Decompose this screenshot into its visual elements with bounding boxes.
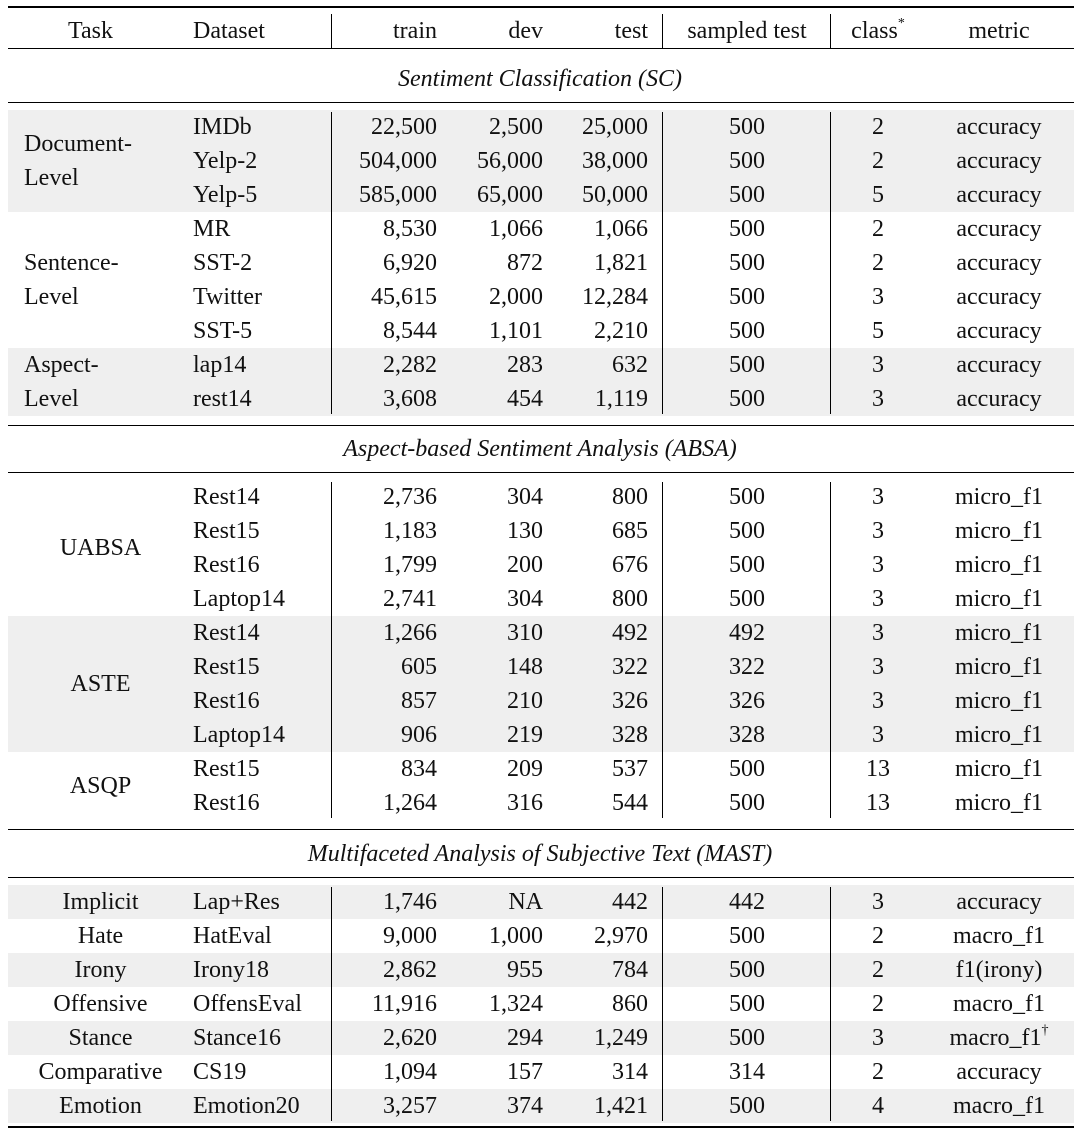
dev-cell: 65,000 [477,182,543,208]
header-metric: metric [968,18,1030,44]
test-cell: 50,000 [582,182,648,208]
class-cell: 5 [872,182,884,208]
metric-cell: micro_f1 [955,756,1043,782]
train-cell: 585,000 [359,182,437,208]
sampled-test-cell: 328 [729,722,765,748]
sampled-test-cell: 500 [729,484,765,510]
dataset-cell: Laptop14 [193,722,285,748]
sampled-test-cell: 500 [729,957,765,983]
dev-cell: 310 [507,620,543,646]
dataset-cell: SST-5 [193,318,253,344]
header-column-divider [830,14,831,48]
metric-cell: macro_f1 [953,923,1045,949]
sampled-test-cell: 500 [729,756,765,782]
task-label: Comparative [38,1059,163,1085]
train-cell: 11,916 [371,991,437,1017]
task-label: Document- Level [24,131,132,191]
table-row [0,212,1080,246]
table-row [0,650,1080,684]
table-row [0,616,1080,650]
test-cell: 1,421 [594,1093,648,1119]
class-cell: 3 [872,386,884,412]
test-cell: 800 [612,586,648,612]
class-cell: 13 [866,790,890,816]
table-row [0,280,1080,314]
task-label: Sentence- Level [24,250,119,310]
metric-cell: accuracy [956,284,1042,310]
column-divider [331,887,332,1121]
dev-cell: 1,066 [489,216,543,242]
section-title: Aspect-based Sentiment Analysis (ABSA) [343,436,737,462]
metric-footnote-mark: † [1041,1023,1049,1038]
dev-cell: 1,324 [489,991,543,1017]
class-cell: 2 [872,923,884,949]
column-divider [331,482,332,818]
train-cell: 1,746 [383,889,437,915]
sampled-test-cell: 500 [729,352,765,378]
sampled-test-cell: 500 [729,790,765,816]
header-sampled-test: sampled test [687,18,807,44]
dev-cell: 219 [507,722,543,748]
task-label: Implicit [62,889,139,915]
class-cell: 3 [872,552,884,578]
column-divider [662,482,663,818]
test-cell: 1,066 [594,216,648,242]
dataset-cell: Rest15 [193,518,260,544]
table-row [0,514,1080,548]
sampled-test-cell: 500 [729,1025,765,1051]
dataset-cell: MR [193,216,231,242]
train-cell: 834 [401,756,437,782]
table-row [0,548,1080,582]
dataset-cell: rest14 [193,386,252,412]
test-cell: 322 [612,654,648,680]
train-cell: 2,620 [383,1025,437,1051]
dataset-cell: Twitter [193,284,262,310]
sampled-test-cell: 322 [729,654,765,680]
sampled-test-cell: 500 [729,216,765,242]
test-cell: 537 [612,756,648,782]
section-title: Multifaceted Analysis of Subjective Text (MAST) [307,841,773,867]
dev-cell: 2,000 [489,284,543,310]
test-cell: 326 [612,688,648,714]
metric-cell: f1(irony) [955,957,1043,983]
test-cell: 632 [612,352,648,378]
class-cell: 3 [872,722,884,748]
class-cell: 2 [872,216,884,242]
dataset-cell: Lap+Res [193,889,280,915]
sampled-test-cell: 500 [729,586,765,612]
metric-cell: micro_f1 [955,552,1043,578]
sampled-test-cell: 500 [729,148,765,174]
dataset-cell: HatEval [193,923,272,949]
header-test: test [614,18,648,44]
train-cell: 2,741 [383,586,437,612]
table-row [0,987,1080,1021]
class-cell: 3 [872,284,884,310]
dataset-cell: Laptop14 [193,586,285,612]
dev-cell: 200 [507,552,543,578]
dataset-cell: Rest14 [193,484,260,510]
class-cell: 3 [872,352,884,378]
class-cell: 2 [872,957,884,983]
metric-cell: accuracy [956,114,1042,140]
sampled-test-cell: 500 [729,114,765,140]
dataset-cell: CS19 [193,1059,247,1085]
class-cell: 2 [872,1059,884,1085]
test-cell: 800 [612,484,648,510]
dev-cell: 148 [507,654,543,680]
dev-cell: 294 [507,1025,543,1051]
dev-cell: 1,000 [489,923,543,949]
table-row [0,718,1080,752]
table-row [0,480,1080,514]
metric-cell: macro_f1 [953,991,1045,1017]
metric-cell: accuracy [956,182,1042,208]
dataset-cell: OffensEval [193,991,302,1017]
section-rule [8,48,1074,49]
metric-cell: micro_f1 [955,518,1043,544]
test-cell: 442 [612,889,648,915]
train-cell: 857 [401,688,437,714]
section-rule [8,425,1074,426]
dataset-cell: Rest16 [193,552,260,578]
table-row [0,314,1080,348]
train-cell: 6,920 [383,250,437,276]
table-row [0,919,1080,953]
sampled-test-cell: 500 [729,284,765,310]
dev-cell: 304 [507,586,543,612]
metric-cell: accuracy [956,889,1042,915]
sampled-test-cell: 500 [729,991,765,1017]
task-label: UABSA [59,535,142,561]
column-divider [662,887,663,1121]
sampled-test-cell: 492 [729,620,765,646]
dataset-cell: Rest14 [193,620,260,646]
train-cell: 22,500 [371,114,437,140]
dev-cell: 283 [507,352,543,378]
train-cell: 2,282 [383,352,437,378]
class-cell: 3 [872,889,884,915]
test-cell: 784 [612,957,648,983]
sampled-test-cell: 500 [729,518,765,544]
train-cell: 906 [401,722,437,748]
column-divider [830,887,831,1121]
table-row [0,110,1080,144]
sampled-test-cell: 500 [729,250,765,276]
dev-cell: 316 [507,790,543,816]
sampled-test-cell: 500 [729,923,765,949]
metric-cell: micro_f1 [955,586,1043,612]
dev-cell: 130 [507,518,543,544]
dataset-cell: Rest15 [193,756,260,782]
header-column-divider [331,14,332,48]
header-class: class* [851,16,905,44]
dev-cell: NA [508,889,543,915]
class-cell: 2 [872,250,884,276]
task-label: Irony [74,957,127,983]
class-footnote-mark: * [897,16,905,31]
class-cell: 3 [872,620,884,646]
test-cell: 25,000 [582,114,648,140]
sampled-test-cell: 442 [729,889,765,915]
sampled-test-cell: 314 [729,1059,765,1085]
dataset-cell: SST-2 [193,250,253,276]
sampled-test-cell: 500 [729,182,765,208]
metric-cell: micro_f1 [955,654,1043,680]
dataset-cell: IMDb [193,114,252,140]
dev-cell: 1,101 [489,318,543,344]
test-cell: 38,000 [582,148,648,174]
column-divider [830,112,831,414]
test-cell: 2,210 [594,318,648,344]
test-cell: 685 [612,518,648,544]
dataset-cell: Rest15 [193,654,260,680]
test-cell: 328 [612,722,648,748]
section-title-rule [8,877,1074,878]
test-cell: 492 [612,620,648,646]
class-cell: 4 [872,1093,884,1119]
metric-cell: micro_f1 [955,790,1043,816]
class-cell: 5 [872,318,884,344]
table-row [0,786,1080,820]
class-cell: 2 [872,991,884,1017]
task-label: ASQP [69,773,132,799]
dataset-cell: lap14 [193,352,247,378]
metric-cell [928,1021,1070,1055]
metric-cell: micro_f1 [955,620,1043,646]
column-divider [331,112,332,414]
task-label: ASTE [70,671,131,697]
dev-cell: 209 [507,756,543,782]
test-cell: 12,284 [582,284,648,310]
test-cell: 860 [612,991,648,1017]
test-cell: 1,249 [594,1025,648,1051]
class-cell: 3 [872,688,884,714]
dataset-cell: Yelp-2 [193,148,258,174]
table-row [0,178,1080,212]
table-row [0,144,1080,178]
test-cell: 1,119 [594,386,648,412]
sampled-test-cell: 326 [729,688,765,714]
class-cell: 2 [872,114,884,140]
section-title-rule [8,472,1074,473]
sampled-test-cell: 500 [729,386,765,412]
task-label: Aspect- Level [24,352,99,412]
dataset-cell: Stance16 [193,1025,281,1051]
sampled-test-cell: 500 [729,1093,765,1119]
table-row [0,953,1080,987]
train-cell: 2,736 [383,484,437,510]
train-cell: 1,183 [383,518,437,544]
section-title: Sentiment Classification (SC) [398,66,682,92]
train-cell: 1,264 [383,790,437,816]
header-dev: dev [508,18,543,44]
metric-cell: accuracy [956,386,1042,412]
train-cell: 1,799 [383,552,437,578]
table-row [0,582,1080,616]
sampled-test-cell: 500 [729,552,765,578]
header-column-divider [662,14,663,48]
header-row [0,14,1080,48]
metric-cell: accuracy [956,148,1042,174]
train-cell: 1,094 [383,1059,437,1085]
class-cell: 3 [872,654,884,680]
train-cell: 3,257 [383,1093,437,1119]
table-row [0,382,1080,416]
train-cell: 8,544 [383,318,437,344]
metric-cell: micro_f1 [955,722,1043,748]
metric-cell: accuracy [956,352,1042,378]
table-row [0,885,1080,919]
class-cell: 3 [872,586,884,612]
dev-cell: 304 [507,484,543,510]
task-label: Hate [77,923,124,949]
dev-cell: 872 [507,250,543,276]
dataset-cell: Irony18 [193,957,269,983]
class-cell: 3 [872,1025,884,1051]
metric-cell: accuracy [956,1059,1042,1085]
dataset-cell: Emotion20 [193,1093,300,1119]
train-cell: 3,608 [383,386,437,412]
metric-cell: accuracy [956,216,1042,242]
dataset-cell: Yelp-5 [193,182,258,208]
table-row [0,684,1080,718]
task-label: Offensive [53,991,148,1017]
test-cell: 2,970 [594,923,648,949]
class-cell: 3 [872,518,884,544]
train-cell: 45,615 [371,284,437,310]
train-cell: 605 [401,654,437,680]
metric-cell: accuracy [956,250,1042,276]
dev-cell: 454 [507,386,543,412]
dataset-cell: Rest16 [193,688,260,714]
metric-cell: accuracy [956,318,1042,344]
metric-cell: micro_f1 [955,484,1043,510]
sampled-test-cell: 500 [729,318,765,344]
top-rule [8,6,1074,8]
column-divider [662,112,663,414]
train-cell: 8,530 [383,216,437,242]
metric-text: macro_f1 [949,1025,1042,1051]
train-cell: 1,266 [383,620,437,646]
dev-cell: 374 [507,1093,543,1119]
dev-cell: 56,000 [477,148,543,174]
header-task: Task [68,18,113,44]
class-cell: 13 [866,756,890,782]
bottom-rule [8,1126,1074,1128]
table-row [0,1089,1080,1123]
table-row [0,752,1080,786]
test-cell: 544 [612,790,648,816]
train-cell: 2,862 [383,957,437,983]
column-divider [830,482,831,818]
metric-cell: micro_f1 [955,688,1043,714]
test-cell: 1,821 [594,250,648,276]
section-title-rule [8,102,1074,103]
table-row [0,1021,1080,1055]
task-label: Stance [68,1025,133,1051]
dev-cell: 955 [507,957,543,983]
table-row [0,348,1080,382]
test-cell: 314 [612,1059,648,1085]
dataset-cell: Rest16 [193,790,260,816]
dev-cell: 157 [507,1059,543,1085]
section-rule [8,829,1074,830]
train-cell: 9,000 [383,923,437,949]
class-cell: 2 [872,148,884,174]
dev-cell: 2,500 [489,114,543,140]
task-label: Emotion [59,1093,142,1119]
test-cell: 676 [612,552,648,578]
dev-cell: 210 [507,688,543,714]
class-cell: 3 [872,484,884,510]
table-row [0,246,1080,280]
metric-cell: macro_f1 [953,1093,1045,1119]
train-cell: 504,000 [359,148,437,174]
header-dataset: Dataset [193,18,265,44]
header-train: train [393,18,437,44]
table-row [0,1055,1080,1089]
